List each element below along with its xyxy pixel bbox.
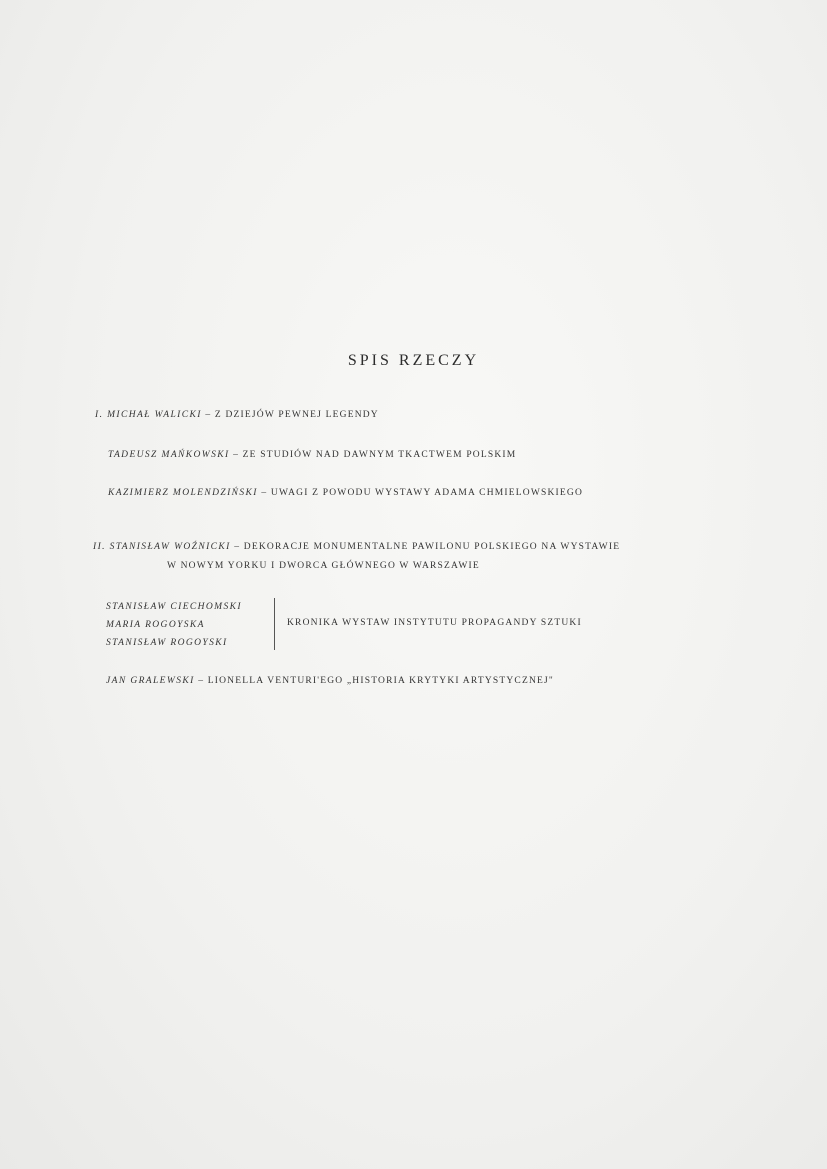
entry-author: KAZIMIERZ MOLENDZIŃSKI [108,488,258,498]
group-author: STANISŁAW ROGOYSKI [106,638,228,648]
toc-entry-gralewski [106,676,554,686]
page-title: SPIS RZECZY [347,352,480,369]
entry-text: – ZE STUDIÓW NAD DAWNYM TKACTWEM POLSKIM [229,450,517,460]
group-text: KRONIKA WYSTAW INSTYTUTU PROPAGANDY SZTUKI [287,618,582,628]
entry-author: I. MICHAŁ WALICKI [95,410,202,420]
group-author: MARIA ROGOYSKA [106,620,205,630]
toc-entry-woznicki [93,542,620,552]
entry-text: – UWAGI Z POWODU WYSTAWY ADAMA CHMIELOWSKIEGO [257,488,584,498]
toc-entry-molendzinski [108,488,583,498]
toc-entry-woznicki-line2: W NOWYM YORKU I DWORCA GŁÓWNEGO W WARSZAWIE [167,561,480,571]
entry-author: II. STANISŁAW WOŹNICKI [93,542,231,552]
toc-entry-walicki [95,410,379,420]
toc-entry-mankowski [108,450,516,460]
group-authors [106,598,275,650]
entry-text: – Z DZIEJÓW PEWNEJ LEGENDY [201,410,379,420]
entry-text: – LIONELLA VENTURI'EGO „HISTORIA KRYTYKI ARTYSTYCZNEJ" [194,676,555,686]
group-author: STANISŁAW CIECHOMSKI [106,602,242,612]
entry-author: JAN GRALEWSKI [106,676,195,686]
entry-text: – DEKORACJE MONUMENTALNE PAWILONU POLSKIEGO NA WYSTAWIE [230,542,621,552]
entry-author: TADEUSZ MAŃKOWSKI [108,450,230,460]
